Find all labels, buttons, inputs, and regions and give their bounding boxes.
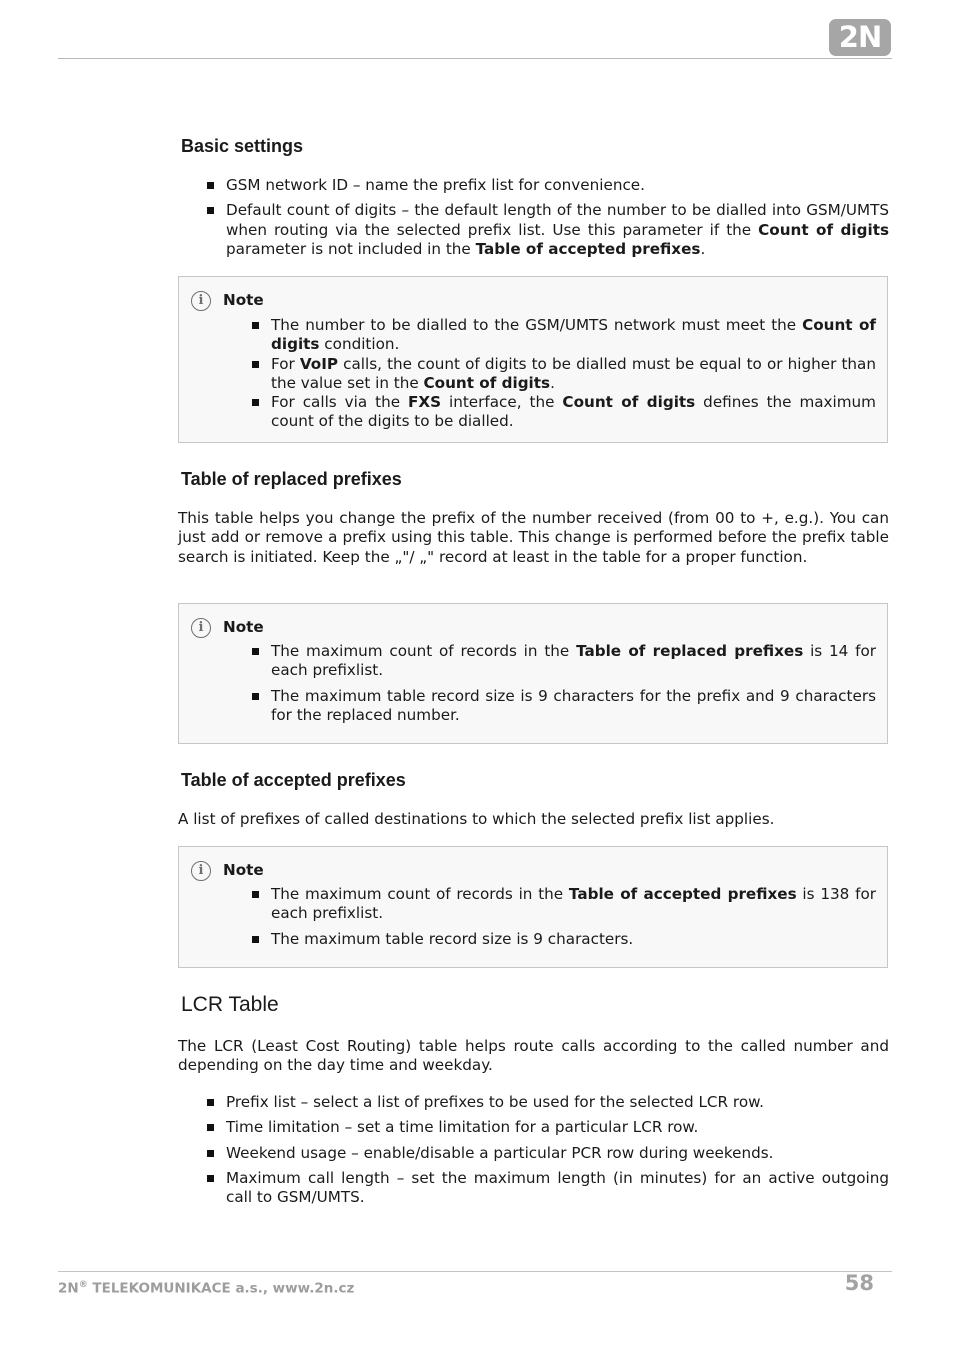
section-heading-replaced-prefixes: Table of replaced prefixes [181, 469, 402, 489]
list-item: GSM network ID – name the prefix list for convenience. [226, 176, 889, 195]
replaced-prefixes-paragraph: This table helps you change the prefix of the number received (from 00 to +, e.g.). You can just add or remove a prefix using this table. This change is performed before the prefix table search is initiated. Keep the „"/ „" record at least in the table for a proper function. [178, 509, 889, 566]
list-item: The maximum count of records in the Table of replaced prefixes is 14 for each prefixlist. [271, 642, 877, 680]
list-item: Default count of digits – the default length of the number to be dialled into GSM/UMTS when routing via the selected prefix list. Use this parameter if the Count of digits parameter is not included in the Table of accepted prefixes. [226, 201, 889, 258]
section-heading-basic-settings: Basic settings [181, 136, 304, 156]
lcr-paragraph: The LCR (Least Cost Routing) table helps route calls according to the called number and depending on the day time and weekday. [178, 1037, 889, 1075]
list-item: Weekend usage – enable/disable a particular PCR row during weekends. [226, 1144, 889, 1163]
list-item: The maximum table record size is 9 characters. [271, 930, 876, 949]
note-label: Note [223, 861, 264, 879]
header-rule [58, 58, 892, 59]
list-item: For VoIP calls, the count of digits to be dialled must be equal to or higher than the value set in the Count of digits. [271, 354, 876, 392]
note-list [271, 316, 876, 432]
list-item: The number to be dialled to the GSM/UMTS network must meet the Count of digits condition. [271, 316, 876, 354]
note-box [178, 603, 888, 744]
list-item: Prefix list – select a list of prefixes to be used for the selected LCR row. [226, 1093, 889, 1112]
note-box [178, 846, 888, 968]
info-icon: i [191, 861, 211, 881]
note-list [271, 885, 876, 949]
note-label: Note [223, 618, 264, 636]
basic-settings-list [226, 176, 889, 259]
section-heading-accepted-prefixes: Table of accepted prefixes [181, 770, 406, 790]
page-number: 58 [844, 1271, 874, 1295]
info-icon: i [191, 618, 211, 638]
footer-company: 2N® TELEKOMUNIKACE a.s., www.2n.cz [58, 1280, 355, 1297]
list-item: The maximum table record size is 9 characters for the prefix and 9 characters for the replaced number. [271, 686, 876, 724]
list-item: The maximum count of records in the Table of accepted prefixes is 138 for each prefixlist. [271, 885, 876, 923]
note-label: Note [223, 291, 264, 309]
lcr-list [226, 1093, 889, 1207]
list-item: For calls via the FXS interface, the Count of digits defines the maximum count of the digits to be dialled. [271, 393, 876, 431]
footer-rule [58, 1271, 892, 1272]
info-icon: i [191, 291, 211, 311]
note-list [271, 642, 876, 725]
list-item: Time limitation – set a time limitation for a particular LCR row. [226, 1118, 889, 1137]
list-item: Maximum call length – set the maximum length (in minutes) for an active outgoing call to GSM/UMTS. [226, 1168, 889, 1207]
note-box [178, 276, 888, 443]
accepted-prefixes-paragraph: A list of prefixes of called destinations to which the selected prefix list applies. [178, 810, 775, 828]
section-heading-lcr-table: LCR Table [181, 993, 279, 1016]
company-logo: 2N [829, 19, 891, 56]
